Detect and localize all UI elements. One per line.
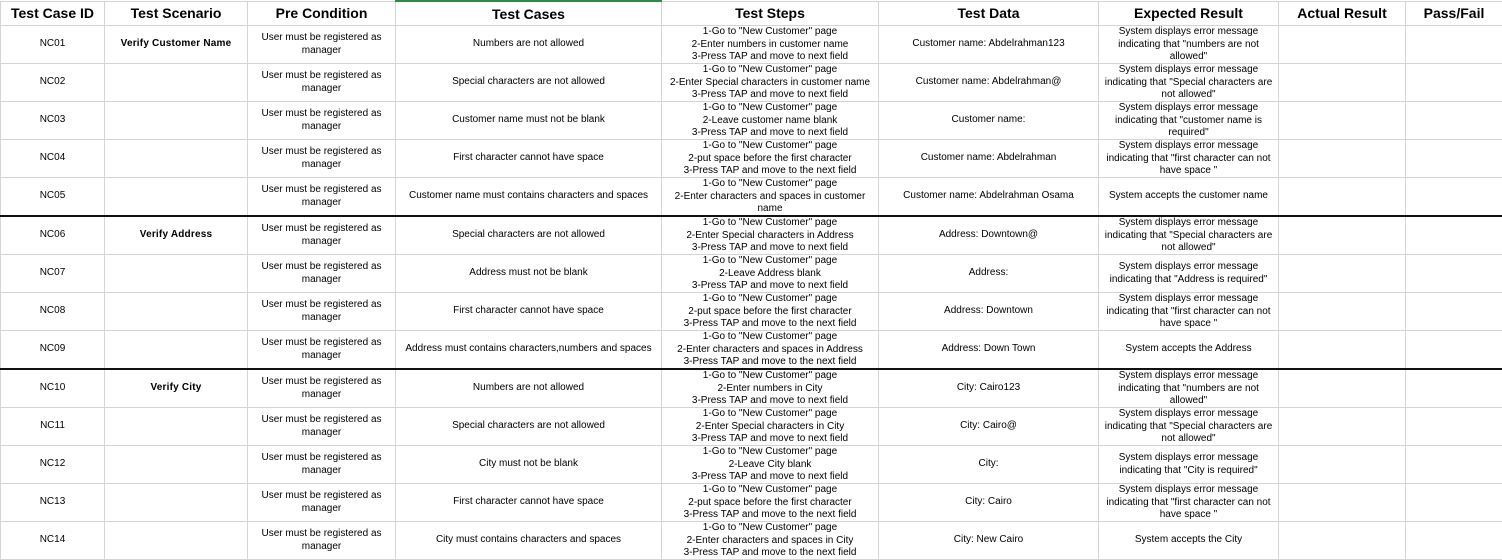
cell-test-data-text: Customer name: Abdelrahman123 — [881, 38, 1096, 51]
test-step-line: 3-Press TAP and move to next field — [664, 433, 876, 445]
cell-test-data[interactable] — [879, 26, 1099, 64]
cell-test-case-text: City must not be blank — [398, 458, 659, 471]
test-step-line: 3-Press TAP and move to the next field — [664, 318, 876, 330]
cell-test-data-text: City: — [881, 458, 1096, 471]
cell-test-case-id-text: NC13 — [3, 496, 102, 509]
cell-expected-result[interactable] — [1099, 255, 1279, 293]
cell-test-case-text: First character cannot have space — [398, 305, 659, 318]
cell-test-case-id-text: NC11 — [3, 420, 102, 433]
cell-test-case-id[interactable] — [1, 102, 105, 140]
test-step-line: 1-Go to "New Customer" page — [664, 255, 876, 268]
cell-test-case[interactable] — [396, 255, 662, 293]
cell-test-case[interactable] — [396, 331, 662, 370]
cell-test-steps[interactable] — [662, 408, 879, 446]
cell-expected-result[interactable] — [1099, 331, 1279, 370]
cell-test-steps-text — [664, 522, 876, 559]
cell-test-data-text: Address: Downtown@ — [881, 229, 1096, 242]
cell-test-case[interactable] — [396, 484, 662, 522]
test-step-line: 2-Enter numbers in customer name — [664, 39, 876, 52]
cell-test-steps[interactable] — [662, 255, 879, 293]
cell-pre-condition[interactable] — [248, 140, 396, 178]
cell-pass-fail[interactable] — [1406, 26, 1502, 64]
cell-expected-result-text: System accepts the customer name — [1101, 190, 1276, 203]
cell-expected-result[interactable] — [1099, 102, 1279, 140]
cell-test-steps-text — [664, 370, 876, 407]
cell-test-scenario[interactable] — [105, 26, 248, 64]
cell-pre-condition-text: User must be registered as manager — [250, 108, 393, 133]
cell-pass-fail[interactable] — [1406, 140, 1502, 178]
table-row — [1, 484, 1502, 522]
cell-test-case-text: Special characters are not allowed — [398, 229, 659, 242]
cell-expected-result[interactable] — [1099, 26, 1279, 64]
cell-test-data[interactable] — [879, 102, 1099, 140]
cell-actual-result[interactable] — [1279, 522, 1406, 560]
test-step-line: 3-Press TAP and move to next field — [664, 395, 876, 407]
cell-pass-fail[interactable] — [1406, 293, 1502, 331]
cell-test-scenario[interactable] — [105, 140, 248, 178]
cell-pre-condition[interactable] — [248, 64, 396, 102]
cell-test-case-text: Address must not be blank — [398, 267, 659, 280]
table-row — [1, 408, 1502, 446]
cell-test-steps-text — [664, 26, 876, 63]
cell-test-data[interactable] — [879, 408, 1099, 446]
cell-test-case[interactable] — [396, 64, 662, 102]
cell-expected-result-text: System displays error message indicating that "Special characters are not allowed" — [1101, 217, 1276, 254]
cell-test-data[interactable] — [879, 178, 1099, 217]
cell-test-steps[interactable] — [662, 102, 879, 140]
test-step-line: 3-Press TAP and move to the next field — [664, 356, 876, 368]
column-header-expected-result[interactable]: Expected Result — [1099, 1, 1279, 26]
cell-expected-result-text: System displays error message indicating that "first character can not have space " — [1101, 484, 1276, 521]
cell-test-case-id[interactable] — [1, 64, 105, 102]
cell-test-scenario-text: Verify City — [107, 382, 245, 395]
cell-test-data[interactable] — [879, 293, 1099, 331]
cell-actual-result[interactable] — [1279, 408, 1406, 446]
cell-test-case-id-text: NC09 — [3, 343, 102, 356]
test-step-line: 2-Enter characters and spaces in customer — [664, 191, 876, 204]
cell-test-data-text: City: Cairo123 — [881, 382, 1096, 395]
cell-test-case-id-text: NC14 — [3, 534, 102, 547]
cell-pre-condition[interactable] — [248, 255, 396, 293]
cell-test-case-text: Numbers are not allowed — [398, 38, 659, 51]
cell-pre-condition[interactable] — [248, 522, 396, 560]
cell-expected-result-text: System displays error message indicating that "customer name is required" — [1101, 102, 1276, 139]
cell-test-case[interactable] — [396, 140, 662, 178]
test-step-line: 2-Enter numbers in City — [664, 383, 876, 396]
cell-test-case-id[interactable] — [1, 178, 105, 217]
cell-test-scenario-text: Verify Address — [107, 229, 245, 242]
cell-expected-result-text: System displays error message indicating that "Address is required" — [1101, 261, 1276, 286]
cell-test-data-text: Customer name: — [881, 114, 1096, 127]
test-step-line: 2-Enter Special characters in customer name — [664, 77, 876, 90]
column-header-test-cases[interactable]: Test Cases — [396, 1, 662, 26]
column-header-test-case-id[interactable]: Test Case ID — [1, 1, 105, 26]
cell-expected-result[interactable] — [1099, 293, 1279, 331]
cell-test-data-text: City: Cairo@ — [881, 420, 1096, 433]
cell-test-data-text: Address: — [881, 267, 1096, 280]
cell-test-case[interactable] — [396, 26, 662, 64]
cell-expected-result-text: System displays error message indicating that "first character can not have space " — [1101, 293, 1276, 330]
cell-actual-result[interactable] — [1279, 446, 1406, 484]
cell-pre-condition-text: User must be registered as manager — [250, 261, 393, 286]
test-step-line: 2-Leave customer name blank — [664, 115, 876, 128]
cell-test-steps[interactable] — [662, 484, 879, 522]
table-row — [1, 102, 1502, 140]
cell-test-scenario[interactable] — [105, 255, 248, 293]
test-step-line: 3-Press TAP and move to next field — [664, 89, 876, 101]
cell-pass-fail[interactable] — [1406, 216, 1502, 255]
cell-test-data[interactable] — [879, 522, 1099, 560]
cell-expected-result[interactable] — [1099, 369, 1279, 408]
test-step-line: 3-Press TAP and move to next field — [664, 242, 876, 254]
cell-pre-condition[interactable] — [248, 369, 396, 408]
test-step-line: 3-Press TAP and move to next field — [664, 471, 876, 483]
cell-actual-result[interactable] — [1279, 26, 1406, 64]
test-step-line: 2-Enter characters and spaces in Address — [664, 344, 876, 357]
cell-test-case-text: First character cannot have space — [398, 496, 659, 509]
test-step-line: 1-Go to "New Customer" page — [664, 102, 876, 115]
cell-pass-fail[interactable] — [1406, 446, 1502, 484]
cell-test-case-id[interactable] — [1, 293, 105, 331]
cell-pre-condition[interactable] — [248, 26, 396, 64]
cell-test-data[interactable] — [879, 255, 1099, 293]
cell-expected-result[interactable] — [1099, 522, 1279, 560]
cell-actual-result[interactable] — [1279, 331, 1406, 370]
test-step-line: 1-Go to "New Customer" page — [664, 522, 876, 535]
cell-test-case-id-text: NC06 — [3, 229, 102, 242]
test-step-line: 3-Press TAP and move to next field — [664, 51, 876, 63]
cell-test-data[interactable] — [879, 446, 1099, 484]
test-step-line: name — [664, 203, 876, 215]
test-step-line: 2-Leave City blank — [664, 459, 876, 472]
table-row — [1, 26, 1502, 64]
cell-pre-condition-text: User must be registered as manager — [250, 32, 393, 57]
cell-test-steps[interactable] — [662, 26, 879, 64]
test-step-line: 3-Press TAP and move to the next field — [664, 165, 876, 177]
test-step-line: 1-Go to "New Customer" page — [664, 484, 876, 497]
cell-actual-result[interactable] — [1279, 216, 1406, 255]
cell-test-case[interactable] — [396, 102, 662, 140]
test-step-line: 2-Enter characters and spaces in City — [664, 535, 876, 548]
cell-pass-fail[interactable] — [1406, 484, 1502, 522]
table-row — [1, 331, 1502, 370]
cell-actual-result[interactable] — [1279, 484, 1406, 522]
test-step-line: 1-Go to "New Customer" page — [664, 331, 876, 344]
cell-test-case[interactable] — [396, 178, 662, 217]
cell-expected-result[interactable] — [1099, 408, 1279, 446]
cell-test-steps-text — [664, 64, 876, 101]
cell-actual-result[interactable] — [1279, 64, 1406, 102]
cell-actual-result[interactable] — [1279, 369, 1406, 408]
cell-pre-condition-text: User must be registered as manager — [250, 337, 393, 362]
cell-test-steps-text — [664, 102, 876, 139]
cell-test-data[interactable] — [879, 331, 1099, 370]
cell-expected-result[interactable] — [1099, 216, 1279, 255]
cell-expected-result-text: System displays error message indicating that "Special characters are not allowed" — [1101, 64, 1276, 101]
cell-expected-result-text: System displays error message indicating that "numbers are not allowed" — [1101, 370, 1276, 407]
cell-test-steps-text — [664, 217, 876, 254]
test-step-line: 3-Press TAP and move to next field — [664, 280, 876, 292]
cell-test-case-id-text: NC08 — [3, 305, 102, 318]
cell-test-steps-text — [664, 178, 876, 215]
cell-test-case-id[interactable] — [1, 140, 105, 178]
cell-pre-condition[interactable] — [248, 102, 396, 140]
column-header-pre-condition[interactable]: Pre Condition — [248, 1, 396, 26]
cell-test-steps[interactable] — [662, 178, 879, 217]
cell-pre-condition-text: User must be registered as manager — [250, 490, 393, 515]
test-step-line: 1-Go to "New Customer" page — [664, 217, 876, 230]
cell-pass-fail[interactable] — [1406, 369, 1502, 408]
cell-test-steps-text — [664, 140, 876, 177]
cell-pre-condition[interactable] — [248, 408, 396, 446]
cell-test-scenario[interactable] — [105, 484, 248, 522]
cell-test-steps[interactable] — [662, 216, 879, 255]
column-header-test-scenario[interactable]: Test Scenario — [105, 1, 248, 26]
cell-expected-result-text: System displays error message indicating that "City is required" — [1101, 452, 1276, 477]
cell-test-case-id[interactable] — [1, 369, 105, 408]
cell-pre-condition-text: User must be registered as manager — [250, 528, 393, 553]
cell-test-steps[interactable] — [662, 331, 879, 370]
cell-test-steps[interactable] — [662, 64, 879, 102]
cell-test-case-text: First character cannot have space — [398, 152, 659, 165]
cell-pre-condition-text: User must be registered as manager — [250, 376, 393, 401]
cell-test-case-id[interactable] — [1, 255, 105, 293]
cell-expected-result[interactable] — [1099, 140, 1279, 178]
cell-actual-result[interactable] — [1279, 102, 1406, 140]
test-step-line: 2-Enter Special characters in City — [664, 421, 876, 434]
cell-test-data[interactable] — [879, 140, 1099, 178]
table-row — [1, 178, 1502, 217]
cell-pass-fail[interactable] — [1406, 102, 1502, 140]
cell-actual-result[interactable] — [1279, 255, 1406, 293]
cell-pre-condition-text: User must be registered as manager — [250, 184, 393, 209]
cell-expected-result[interactable] — [1099, 446, 1279, 484]
test-step-line: 1-Go to "New Customer" page — [664, 140, 876, 153]
cell-test-data-text: Customer name: Abdelrahman — [881, 152, 1096, 165]
cell-test-scenario[interactable] — [105, 64, 248, 102]
cell-test-scenario-text: Verify Customer Name — [107, 38, 245, 51]
cell-test-scenario[interactable] — [105, 293, 248, 331]
cell-test-case[interactable] — [396, 369, 662, 408]
cell-pre-condition[interactable] — [248, 293, 396, 331]
column-header-actual-result[interactable]: Actual Result — [1279, 1, 1406, 26]
cell-test-steps-text — [664, 484, 876, 521]
cell-test-scenario[interactable] — [105, 102, 248, 140]
cell-expected-result[interactable] — [1099, 64, 1279, 102]
cell-expected-result-text: System displays error message indicating that "numbers are not allowed" — [1101, 26, 1276, 63]
cell-pass-fail[interactable] — [1406, 178, 1502, 217]
cell-test-case-id-text: NC01 — [3, 38, 102, 51]
cell-test-scenario[interactable] — [105, 369, 248, 408]
cell-test-case[interactable] — [396, 522, 662, 560]
cell-test-steps-text — [664, 293, 876, 330]
test-step-line: 1-Go to "New Customer" page — [664, 26, 876, 39]
cell-test-case[interactable] — [396, 446, 662, 484]
cell-test-data[interactable] — [879, 369, 1099, 408]
cell-test-case-text: Special characters are not allowed — [398, 76, 659, 89]
column-header-test-steps[interactable]: Test Steps — [662, 1, 879, 26]
cell-test-case-id-text: NC02 — [3, 76, 102, 89]
cell-test-data[interactable] — [879, 484, 1099, 522]
cell-pass-fail[interactable] — [1406, 331, 1502, 370]
cell-expected-result-text: System displays error message indicating that "Special characters are not allowed" — [1101, 408, 1276, 445]
table-row — [1, 255, 1502, 293]
cell-actual-result[interactable] — [1279, 140, 1406, 178]
cell-pre-condition-text: User must be registered as manager — [250, 414, 393, 439]
cell-test-case-text: Customer name must contains characters and spaces — [398, 190, 659, 203]
test-step-line: 1-Go to "New Customer" page — [664, 178, 876, 191]
cell-test-case-id-text: NC03 — [3, 114, 102, 127]
cell-test-case-id-text: NC04 — [3, 152, 102, 165]
cell-test-data-text: Address: Downtown — [881, 305, 1096, 318]
cell-test-data-text: City: New Cairo — [881, 534, 1096, 547]
cell-expected-result[interactable] — [1099, 178, 1279, 217]
cell-test-scenario[interactable] — [105, 446, 248, 484]
column-header-pass-fail[interactable]: Pass/Fail — [1406, 1, 1502, 26]
cell-test-data-text: Customer name: Abdelrahman@ — [881, 76, 1096, 89]
column-header-test-data[interactable]: Test Data — [879, 1, 1099, 26]
cell-test-scenario[interactable] — [105, 331, 248, 370]
cell-pre-condition-text: User must be registered as manager — [250, 70, 393, 95]
cell-test-data[interactable] — [879, 64, 1099, 102]
test-step-line: 3-Press TAP and move to the next field — [664, 547, 876, 559]
cell-test-case-id[interactable] — [1, 522, 105, 560]
cell-test-steps-text — [664, 255, 876, 292]
cell-test-case[interactable] — [396, 293, 662, 331]
cell-test-scenario[interactable] — [105, 522, 248, 560]
cell-expected-result[interactable] — [1099, 484, 1279, 522]
test-step-line: 2-Enter Special characters in Address — [664, 230, 876, 243]
cell-test-data-text: Customer name: Abdelrahman Osama — [881, 190, 1096, 203]
cell-pre-condition[interactable] — [248, 484, 396, 522]
table-row — [1, 522, 1502, 560]
cell-test-data-text: City: Cairo — [881, 496, 1096, 509]
table-row — [1, 369, 1502, 408]
cell-test-steps-text — [664, 331, 876, 368]
cell-test-steps-text — [664, 408, 876, 445]
table-row — [1, 64, 1502, 102]
table-body — [1, 26, 1502, 560]
cell-test-case-id[interactable] — [1, 484, 105, 522]
cell-test-data[interactable] — [879, 216, 1099, 255]
cell-test-case-text: City must contains characters and spaces — [398, 534, 659, 547]
test-step-line: 1-Go to "New Customer" page — [664, 446, 876, 459]
cell-test-case-id-text: NC12 — [3, 458, 102, 471]
cell-expected-result-text: System accepts the City — [1101, 534, 1276, 547]
test-step-line: 1-Go to "New Customer" page — [664, 370, 876, 383]
cell-test-case[interactable] — [396, 408, 662, 446]
cell-test-case-id-text: NC10 — [3, 382, 102, 395]
test-step-line: 3-Press TAP and move to the next field — [664, 509, 876, 521]
cell-expected-result-text: System accepts the Address — [1101, 343, 1276, 356]
cell-pre-condition[interactable] — [248, 446, 396, 484]
test-step-line: 1-Go to "New Customer" page — [664, 64, 876, 77]
cell-test-case-id[interactable] — [1, 216, 105, 255]
test-step-line: 2-put space before the first character — [664, 153, 876, 166]
cell-test-steps[interactable] — [662, 140, 879, 178]
cell-test-scenario[interactable] — [105, 408, 248, 446]
cell-test-steps[interactable] — [662, 293, 879, 331]
test-step-line: 3-Press TAP and move to next field — [664, 127, 876, 139]
cell-test-case-id-text: NC07 — [3, 267, 102, 280]
cell-test-case-id-text: NC05 — [3, 190, 102, 203]
cell-pass-fail[interactable] — [1406, 408, 1502, 446]
cell-actual-result[interactable] — [1279, 293, 1406, 331]
cell-test-steps[interactable] — [662, 522, 879, 560]
cell-test-steps-text — [664, 446, 876, 483]
cell-pre-condition[interactable] — [248, 216, 396, 255]
cell-test-steps[interactable] — [662, 369, 879, 408]
cell-test-case-text: Special characters are not allowed — [398, 420, 659, 433]
cell-pre-condition[interactable] — [248, 331, 396, 370]
table-row — [1, 140, 1502, 178]
cell-test-case-text: Numbers are not allowed — [398, 382, 659, 395]
cell-pre-condition-text: User must be registered as manager — [250, 223, 393, 248]
header-row — [1, 1, 1502, 26]
test-step-line: 2-Leave Address blank — [664, 268, 876, 281]
test-step-line: 1-Go to "New Customer" page — [664, 408, 876, 421]
cell-pass-fail[interactable] — [1406, 64, 1502, 102]
cell-expected-result-text: System displays error message indicating that "first character can not have space " — [1101, 140, 1276, 177]
cell-test-case-id[interactable] — [1, 446, 105, 484]
cell-test-case-id[interactable] — [1, 26, 105, 64]
cell-test-case-id[interactable] — [1, 331, 105, 370]
cell-actual-result[interactable] — [1279, 178, 1406, 217]
table-row — [1, 446, 1502, 484]
cell-pass-fail[interactable] — [1406, 255, 1502, 293]
cell-test-case[interactable] — [396, 216, 662, 255]
cell-pass-fail[interactable] — [1406, 522, 1502, 560]
cell-test-case-id[interactable] — [1, 408, 105, 446]
cell-test-steps[interactable] — [662, 446, 879, 484]
cell-pre-condition-text: User must be registered as manager — [250, 452, 393, 477]
cell-test-scenario[interactable] — [105, 216, 248, 255]
cell-pre-condition[interactable] — [248, 178, 396, 217]
test-step-line: 1-Go to "New Customer" page — [664, 293, 876, 306]
cell-pre-condition-text: User must be registered as manager — [250, 299, 393, 324]
cell-test-case-text: Customer name must not be blank — [398, 114, 659, 127]
cell-test-case-text: Address must contains characters,numbers and spaces — [398, 343, 659, 356]
table-row — [1, 216, 1502, 255]
cell-test-data-text: Address: Down Town — [881, 343, 1096, 356]
table-row — [1, 293, 1502, 331]
cell-test-scenario[interactable] — [105, 178, 248, 217]
test-step-line: 2-put space before the first character — [664, 497, 876, 510]
test-step-line: 2-put space before the first character — [664, 306, 876, 319]
cell-pre-condition-text: User must be registered as manager — [250, 146, 393, 171]
